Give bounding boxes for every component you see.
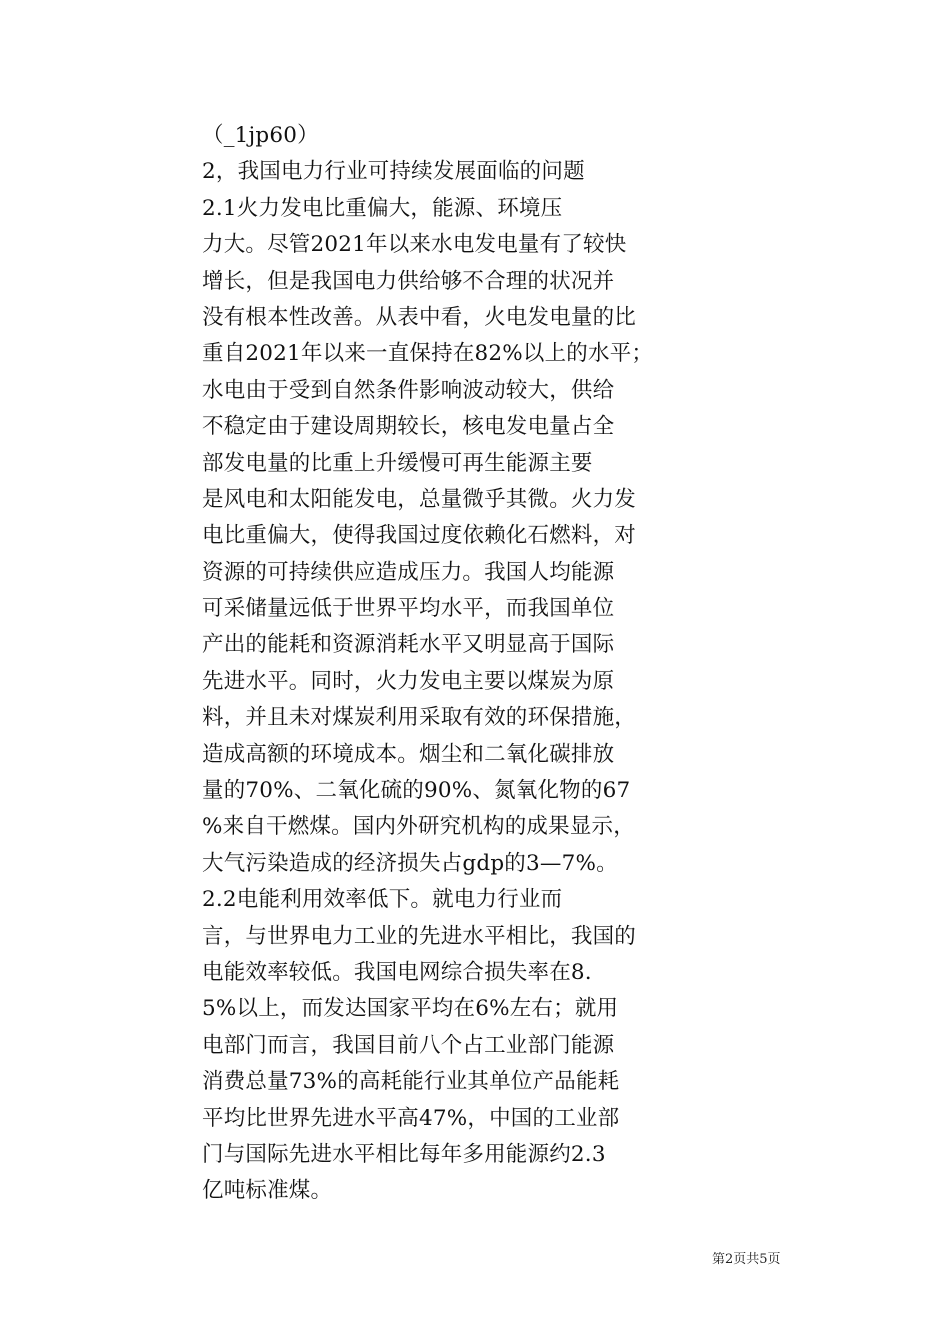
text-line: 量的70%、二氧化硫的90%、氮氧化物的67 <box>202 778 631 804</box>
text-line: 电比重偏大，使得我国过度依赖化石燃料，对 <box>202 523 637 549</box>
text-line: 是风电和太阳能发电，总量微乎其微。火力发 <box>202 486 637 512</box>
text-line: 造成高额的环境成本。烟尘和二氧化碳排放 <box>202 741 615 767</box>
text-line: 增长，但是我国电力供给够不合理的状况并 <box>202 268 615 294</box>
text-line: 先进水平。同时，火力发电主要以煤炭为原 <box>202 668 615 694</box>
text-line: 电部门而言，我国目前八个占工业部门能源 <box>202 1032 615 1058</box>
text-line: 2.1火力发电比重偏大，能源、环境压 <box>202 195 563 221</box>
text-line: 没有根本性改善。从表中看，火电发电量的比 <box>202 304 637 330</box>
text-line: 可采储量远低于世界平均水平，而我国单位 <box>202 596 615 622</box>
text-line: 5%以上，而发达国家平均在6%左右；就用 <box>202 996 619 1022</box>
text-line: 力大。尽管2021年以来水电发电量有了较快 <box>202 232 627 258</box>
text-line: 亿吨标准煤。 <box>202 1178 333 1204</box>
text-line: 言，与世界电力工业的先进水平相比，我国的 <box>202 923 637 949</box>
text-line: 电能效率较低。我国电网综合损失率在8. <box>202 959 592 985</box>
text-line: 料，并且未对煤炭利用采取有效的环保措施， <box>202 705 637 731</box>
text-line: 重自2021年以来一直保持在82%以上的水平； <box>202 341 654 367</box>
section-heading: 2，我国电力行业可持续发展面临的问题 <box>202 159 585 185</box>
text-line: 部发电量的比重上升缓慢可再生能源主要 <box>202 450 593 476</box>
text-line: 门与国际先进水平相比每年多用能源约2.3 <box>202 1141 606 1167</box>
text-line: %来自干燃煤。国内外研究机构的成果显示， <box>202 814 635 840</box>
text-line: 水电由于受到自然条件影响波动较大，供给 <box>202 377 615 403</box>
page-number-footer: 第2页共5页 <box>712 1252 781 1267</box>
text-line: 平均比世界先进水平高47%，中国的工业部 <box>202 1105 620 1131</box>
text-line: 消费总量73%的高耗能行业其单位产品能耗 <box>202 1069 620 1095</box>
text-line: 产出的能耗和资源消耗水平又明显高于国际 <box>202 632 615 658</box>
text-line: 资源的可持续供应造成压力。我国人均能源 <box>202 559 615 585</box>
body-text <box>202 118 662 1210</box>
text-line: 大气污染造成的经济损失占gdp的3—7%。 <box>202 850 618 876</box>
text-line: 不稳定由于建设周期较长，核电发电量占全 <box>202 414 615 440</box>
text-line: 2.2电能利用效率低下。就电力行业而 <box>202 887 563 913</box>
text-line: （_1jp60） <box>202 123 319 148</box>
